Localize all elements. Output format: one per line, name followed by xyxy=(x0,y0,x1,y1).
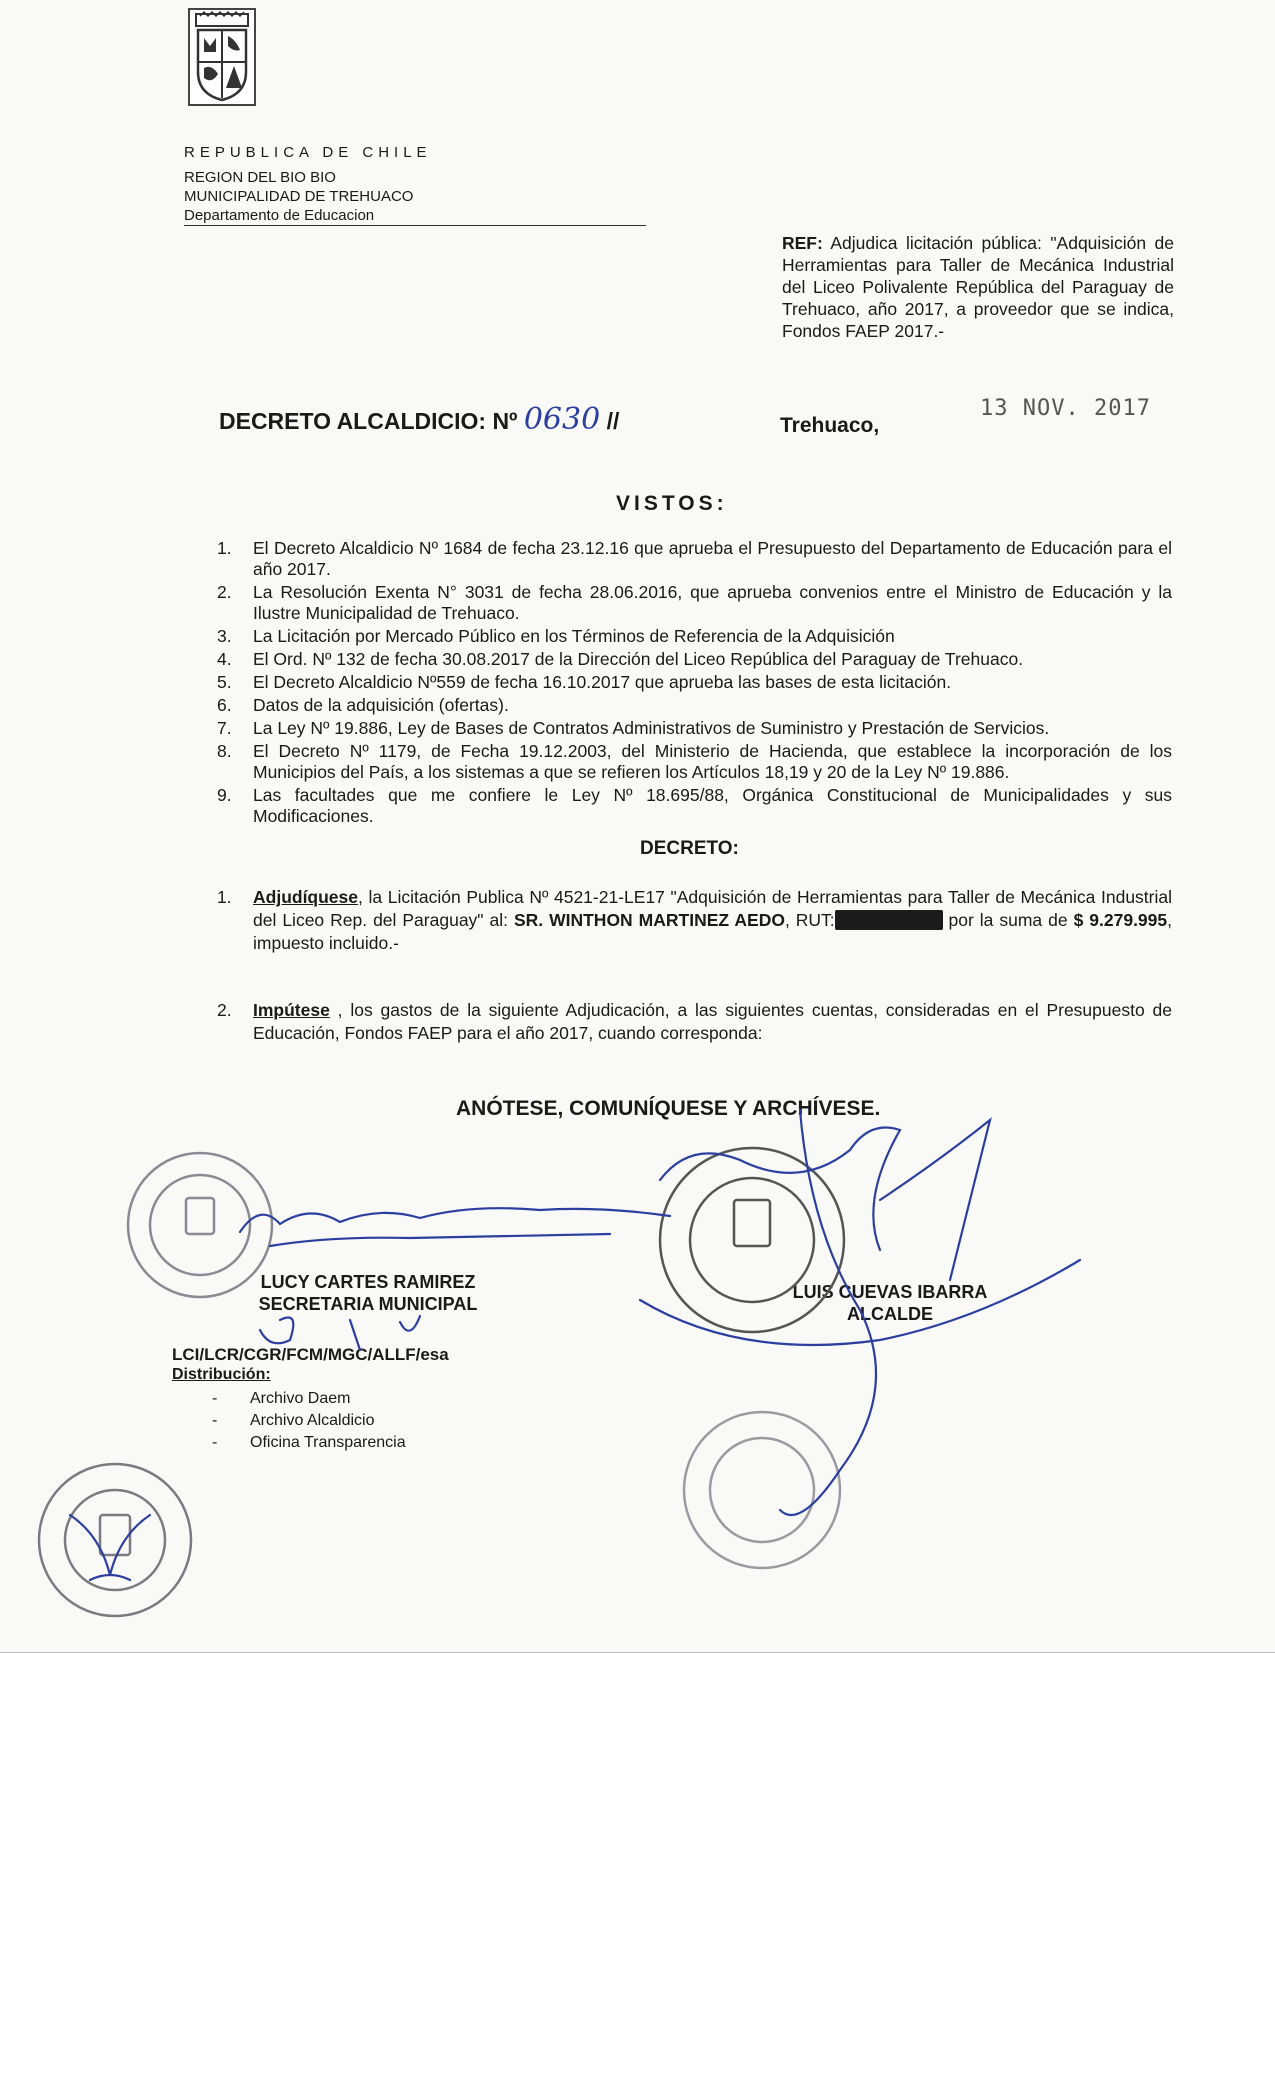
mayor-name: LUIS CUEVAS IBARRA xyxy=(792,1282,988,1302)
list-item-text: La Ley Nº 19.886, Ley de Bases de Contratos Administrativos de Suministro y Prestación de Servicios. xyxy=(253,718,1050,738)
list-item-text: Archivo Alcaldicio xyxy=(250,1412,375,1429)
decree-label: DECRETO ALCALDICIO: Nº xyxy=(219,408,518,434)
distribution-block xyxy=(172,1366,406,1454)
list-item-text xyxy=(253,999,1172,1045)
award-text-d: , impuesto incluido.- xyxy=(253,910,1173,953)
mayor-signature-block xyxy=(770,1281,1010,1325)
list-item-number: 2. xyxy=(217,1000,232,1020)
list-item-text: La Licitación por Mercado Público en los Términos de Referencia de la Adquisición xyxy=(253,626,895,646)
decreto-list xyxy=(217,886,1172,1089)
decree-place: Trehuaco, xyxy=(780,414,880,437)
decree-suffix: // xyxy=(606,408,620,434)
adjudiquese-verb: Adjudíquese xyxy=(253,887,359,907)
vistos-title: VISTOS: xyxy=(616,492,728,515)
list-item-number: 1. xyxy=(217,538,232,558)
list-item xyxy=(217,672,1172,693)
bullet-icon: - xyxy=(212,1412,218,1429)
mayor-title: ALCALDE xyxy=(847,1304,933,1324)
list-item xyxy=(217,741,1172,783)
region-line: REGION DEL BIO BIO xyxy=(184,169,336,186)
reference-block xyxy=(782,232,1174,342)
bullet-icon: - xyxy=(212,1434,218,1451)
redacted-rut: 11.410.914-2 xyxy=(835,910,943,930)
ref-label: REF: xyxy=(782,233,823,253)
department-line: Departamento de Educacion xyxy=(184,206,646,226)
award-amount: $ 9.279.995 xyxy=(1073,910,1168,930)
coat-of-arms-icon xyxy=(190,10,254,104)
list-item xyxy=(172,1432,406,1454)
list-item-number: 8. xyxy=(217,741,232,761)
list-item-number: 1. xyxy=(217,887,232,907)
coat-of-arms-logo xyxy=(188,8,256,106)
list-item xyxy=(217,718,1172,739)
list-item xyxy=(217,785,1172,827)
list-item-number: 4. xyxy=(217,649,232,669)
award-text-c: por la suma de xyxy=(942,910,1074,930)
list-item xyxy=(172,1388,406,1410)
provider-name: SR. WINTHON MARTINEZ AEDO xyxy=(513,910,785,930)
award-text-a: , la Licitación Publica Nº 4521-21-LE17 "Adquisición de Herramientas para Taller de Mecánica Industrial del Liceo Rep. del Paraguay" al: xyxy=(253,887,1172,930)
list-item-text: El Decreto Alcaldicio Nº559 de fecha 16.10.2017 que aprueba las bases de esta licitación. xyxy=(253,672,952,692)
list-item-number: 7. xyxy=(217,718,232,738)
list-item-number: 9. xyxy=(217,785,232,805)
date-stamp: 13 NOV. 2017 xyxy=(980,396,1151,421)
ref-text: Adjudica licitación pública: "Adquisición de Herramientas para Taller de Mecánica Industrial del Liceo Polivalente República del Paraguay de Trehuaco, año 2017, a proveedor que se indica, Fondos FAEP 2017.- xyxy=(782,233,1174,341)
list-item-text: Datos de la adquisición (ofertas). xyxy=(253,695,509,715)
list-item xyxy=(217,538,1172,580)
list-item-number: 2. xyxy=(217,582,232,602)
list-item-number: 5. xyxy=(217,672,232,692)
municipality-line: MUNICIPALIDAD DE TREHUACO xyxy=(184,188,414,205)
letterhead xyxy=(184,143,646,226)
list-item xyxy=(217,649,1172,670)
decree-number-line xyxy=(219,402,619,437)
list-item-text: Oficina Transparencia xyxy=(250,1434,406,1451)
list-item xyxy=(217,886,1172,955)
decree-number: 0630 xyxy=(523,402,601,437)
list-item-text: Las facultades que me confiere le Ley Nº 18.695/88, Orgánica Constitucional de Municipalidades y sus Modificaciones. xyxy=(253,785,1172,826)
list-item-text: La Resolución Exenta N° 3031 de fecha 28.06.2016, que aprueba convenios entre el Ministro de Educación y la Ilustre Municipalidad de Trehuaco. xyxy=(253,582,1172,623)
list-item-text xyxy=(253,886,1172,955)
bullet-icon: - xyxy=(212,1390,218,1407)
award-text-b: , RUT: xyxy=(784,910,835,930)
initials-line: LCI/LCR/CGR/FCM/MGC/ALLF/esa xyxy=(172,1345,449,1364)
legal-stamp xyxy=(39,1464,191,1616)
list-item xyxy=(217,695,1172,716)
list-item xyxy=(172,1410,406,1432)
list-item xyxy=(217,999,1172,1045)
distribution-list xyxy=(172,1388,406,1454)
list-item-text: Archivo Daem xyxy=(250,1390,351,1407)
list-item-text: El Decreto Alcaldicio Nº 1684 de fecha 23.12.16 que aprueba el Presupuesto del Departamento de Educación para el año 2017. xyxy=(253,538,1172,579)
imputese-verb: Impútese xyxy=(253,1000,330,1020)
list-item-text: El Decreto Nº 1179, de Fecha 19.12.2003, del Ministerio de Hacienda, que establece la incorporación de los Municipios del País, a los sistemas a que se refieren los Artículos 18,19 y 20 de la Ley Nº 19.886. xyxy=(253,741,1172,782)
vistos-list xyxy=(217,538,1172,829)
secretary-title: SECRETARIA MUNICIPAL xyxy=(258,1294,478,1314)
closing-formula: ANÓTESE, COMUNÍQUESE Y ARCHÍVESE. xyxy=(456,1097,881,1120)
decreto-title: DECRETO: xyxy=(640,838,739,859)
distribution-title: Distribución: xyxy=(172,1366,271,1383)
control-stamp xyxy=(684,1412,840,1568)
list-item-number: 6. xyxy=(217,695,232,715)
secretary-name: LUCY CARTES RAMIREZ xyxy=(260,1272,476,1292)
list-item-number: 3. xyxy=(217,626,232,646)
secretary-signature-block xyxy=(218,1271,518,1315)
list-item xyxy=(217,626,1172,647)
republic-line: REPUBLICA DE CHILE xyxy=(184,144,432,161)
list-item xyxy=(217,582,1172,624)
list-item-text: El Ord. Nº 132 de fecha 30.08.2017 de la Dirección del Liceo República del Paraguay de Trehuaco. xyxy=(253,649,1024,669)
impute-text: , los gastos de la siguiente Adjudicación, a las siguientes cuentas, consideradas en el Presupuesto de Educación, Fondos FAEP para el año 2017, cuando corresponda: xyxy=(253,1000,1172,1043)
